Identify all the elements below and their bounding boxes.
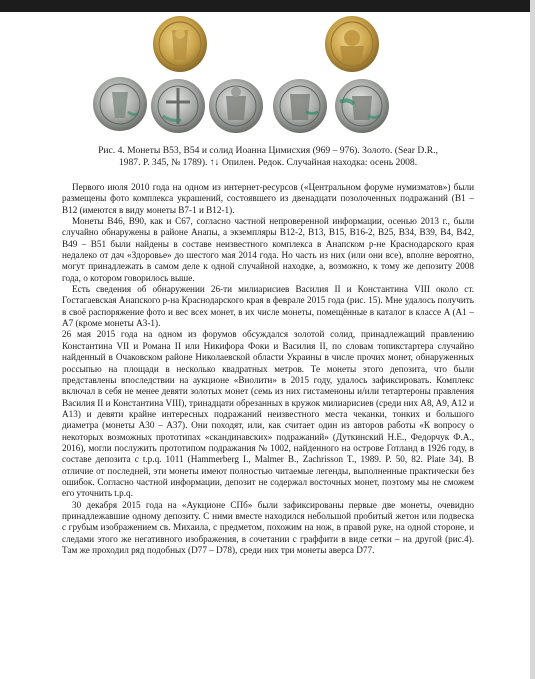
coin-photographs <box>0 12 530 142</box>
gold-solidus-obverse <box>325 16 379 72</box>
silver-coin-4 <box>273 79 327 133</box>
paragraph-4: 26 мая 2015 года на одном из форумов обсуждался золотой солид, принадлежащий правлению Константина VII и Романа II или Никифора Фоки и Василия II, по словам топикстартера случайно найденный в Очаковском районе Николаевской области Украины в числе прочих монет, обнаруженных россыпью на площади в несколько квадратных метров. Те монеты этого депозита, что были представлены впоследствии на аукционе «Виолити» в 2015 году, удалось зафиксировать. Комплекс включал в себя не менее девяти золотых монет (семь из них гистаменоны и/или тетартероны правления Василия II и Константина VIII), тринадцати обрезанных в кружок милиарисиев (среди них A8, A9, A12 и A13) и девяти крайне интересных подражаний неизвестного места чеканки, тонких и большого диаметра (монеты A30 – A37). Они походят, или, как считает один из авторов работы «К вопросу о некоторых возможных прототипах «скандинавских» подражаний» (Дуткинский Н.Е., Федорчук Ф.А., 2016), могли послужить прототипом подражания № 1002, найденного на острове Готланд в 1926 году, в составе депозита с t.p.q. 1011 (Hammerberg I., Malmer B., Zachrisson T., 1989. P. 50, 82. Plate 34). В отличие от последней, эти монеты имеют полностью читаемые легенды, выполненные практически без ошибок. Согласно частной информации, депозит не содержал восточных монет, поэтому мы не сможем его уточнить t.p.q. <box>62 329 474 499</box>
figure-caption <box>68 145 468 169</box>
caption-line-2: 1987. P. 345, № 1789). ↑↓ Опилен. Редок. Случайная находка: осень 2008. <box>118 157 418 168</box>
silver-coin-2 <box>151 79 205 133</box>
paragraph-3: Есть сведения об обнаружении 26-ти милиарисиев Василия II и Константина VIII около ст. Гостагаевская Анапского р-на Краснодарского края в феврале 2015 года (рис. 15). Мне удалось получить в своё распоряжение фото и вес всех монет, в их числе монеты, помещённые в каталог в классе A (A1 – A7 (кроме монеты A3-1). <box>62 284 474 329</box>
silver-coin-1 <box>93 77 147 131</box>
paragraph-2: Монеты B46, B90, как и C67, согласно частной непроверенной информации, осенью 2013 г., были случайно обнаружены в районе Анапы, а экземпляры B12-2, B13, B15, B16-2, B25, B34, B39, B4, B42, B49 – B51 были найдены в составе неизвестного комплекса в Анапском р-не Краснодарского края недалеко от дач «Здоровье» до шестого мая 2014 года. Но часть из них (или они все), вполне вероятно, могут принадлежать в самом деле к одной случайной находке, а, возможно, к тому же депозиту 2008 года, о котором говорилось выше. <box>62 216 474 283</box>
document-page <box>0 12 530 679</box>
scroll-edge <box>530 0 535 679</box>
top-border <box>0 0 535 12</box>
paragraph-5: 30 декабря 2015 года на «Аукционе СПб» были зафиксированы первые две монеты, очевидно принадлежавшие одному депозиту. С ними вместе находился небольшой пробитый жетон или подвеска с грубым изображением св. Михаила, с предметом, похожим на нож, в правой руке, на одной стороне, и следами этого же негативного изображения, в сочетании с граффити в виде сетки – на другой (рис.4). Там же проходил ряд подобных (D77 – D78), среди них три монеты аверса D77. <box>62 499 474 555</box>
silver-coin-5 <box>335 79 389 133</box>
article-body <box>62 182 474 556</box>
gold-solidus-reverse <box>153 16 207 72</box>
silver-coin-3 <box>209 79 263 133</box>
paragraph-1: Первого июля 2010 года на одном из интернет-ресурсов («Центральном форуме нумизматов») были размещены фото комплекса украшений, состоявшего из двенадцати позолоченных подражаний (B1 – B12 (имеются в виду монеты B7-1 и B12-1). <box>62 182 474 215</box>
caption-line-1: Рис. 4. Монеты B53, B54 и солид Иоанна Цимисхия (969 – 976). Золото. (Sear D.R., <box>98 145 438 156</box>
